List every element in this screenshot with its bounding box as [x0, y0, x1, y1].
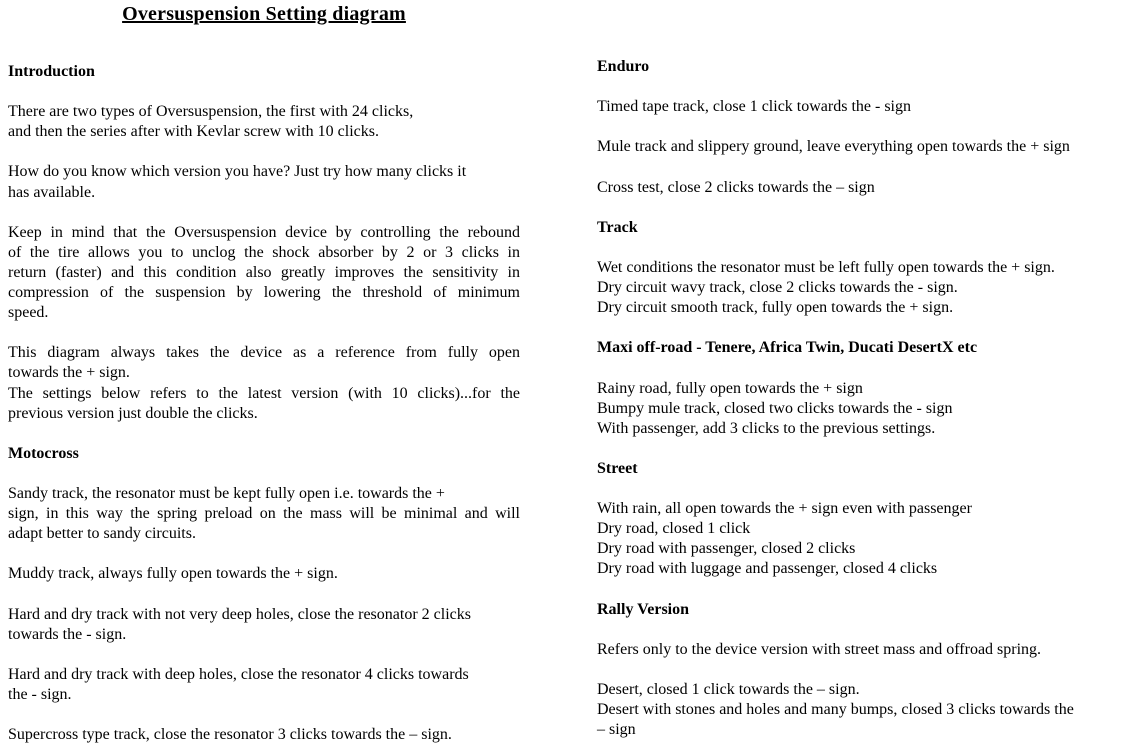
left-column [8, 62, 520, 743]
text-line: Hard and dry track with not very deep holes, close the resonator 2 clicks [8, 605, 471, 623]
paragraph [8, 564, 520, 584]
text-line: speed. [8, 304, 49, 322]
paragraph [597, 178, 1118, 198]
right-column [597, 57, 1118, 743]
text-line: This diagram always takes the device as a reference from fully open [8, 344, 520, 362]
text-line: towards the - sign. [8, 625, 127, 643]
paragraph [597, 258, 1118, 318]
section-heading: Motocross [8, 444, 79, 462]
text-line: Muddy track, always fully open towards the + sign. [8, 565, 338, 583]
paragraph [8, 102, 520, 142]
text-line: Cross test, close 2 clicks towards the – sign [597, 178, 875, 196]
section-heading: Introduction [8, 63, 95, 80]
text-line: Rainy road, fully open towards the + sign [597, 379, 863, 397]
text-line: Dry circuit smooth track, fully open towards the + sign. [597, 299, 954, 317]
text-line: towards the + sign. [8, 364, 130, 382]
text-line: adapt better to sandy circuits. [8, 525, 196, 543]
text-line: Dry road with luggage and passenger, closed 4 clicks [597, 560, 938, 578]
text-line: Desert, closed 1 click towards the – sign. [597, 680, 860, 698]
text-line: return (faster) and this condition also greatly improves the sensitivity in [8, 263, 520, 281]
text-line: compression of the suspension by lowering the threshold of minimum [8, 284, 520, 302]
text-line: Supercross type track, close the resonator 3 clicks towards the – sign. [8, 726, 452, 743]
text-line: of the tire allows you to unclog the shock absorber by 2 or 3 clicks in [8, 243, 520, 261]
document-title: Oversuspension Setting diagram [122, 3, 406, 25]
text-line: Keep in mind that the Oversuspension device by controlling the rebound [8, 223, 520, 241]
section-heading: Street [597, 459, 638, 477]
text-line: There are two types of Oversuspension, the first with 24 clicks, [8, 103, 414, 121]
text-line: and then the series after with Kevlar screw with 10 clicks. [8, 123, 379, 141]
text-line: With passenger, add 3 clicks to the previous settings. [597, 419, 936, 437]
text-line: Mule track and slippery ground, leave everything open towards the + sign [597, 138, 1070, 156]
text-line: The settings below refers to the latest version (with 10 clicks)...for the [8, 384, 520, 402]
text-line: Dry road, closed 1 click [597, 520, 751, 538]
paragraph [8, 605, 520, 645]
text-line: Dry circuit wavy track, close 2 clicks towards the - sign. [597, 279, 958, 297]
text-line: Bumpy mule track, closed two clicks towards the - sign [597, 399, 953, 417]
paragraph [8, 223, 520, 323]
paragraph [597, 379, 1118, 439]
paragraph [8, 162, 520, 202]
text-line: – sign [597, 721, 636, 739]
text-line: the - sign. [8, 685, 72, 703]
text-line: Dry road with passenger, closed 2 clicks [597, 540, 856, 558]
text-line: Sandy track, the resonator must be kept fully open i.e. towards the + [8, 484, 445, 502]
paragraph [597, 680, 1118, 740]
text-line: Timed tape track, close 1 click towards the - sign [597, 98, 911, 116]
text-line: Desert with stones and holes and many bumps, closed 3 clicks towards the [597, 701, 1074, 718]
section-heading: Track [597, 218, 638, 236]
paragraph [8, 484, 520, 544]
paragraph [8, 725, 520, 743]
section-heading: Rally Version [597, 600, 690, 618]
text-line: Hard and dry track with deep holes, close the resonator 4 clicks towards [8, 665, 469, 683]
text-line: With rain, all open towards the + sign even with passenger [597, 500, 972, 518]
text-line: previous version just double the clicks. [8, 404, 258, 422]
text-line: Wet conditions the resonator must be left fully open towards the + sign. [597, 258, 1055, 276]
paragraph [597, 97, 1118, 117]
text-line: sign, in this way the spring preload on the mass will be minimal and will [8, 505, 520, 523]
text-line: has available. [8, 183, 96, 201]
paragraph [597, 137, 1118, 157]
text-line: How do you know which version you have? Just try how many clicks it [8, 163, 467, 181]
section-heading: Maxi off-road - Tenere, Africa Twin, Ducati DesertX etc [597, 339, 978, 357]
paragraph [597, 499, 1118, 579]
section-heading: Enduro [597, 58, 650, 75]
paragraph [597, 640, 1118, 660]
text-line: Refers only to the device version with street mass and offroad spring. [597, 640, 1042, 658]
paragraph [8, 343, 520, 423]
paragraph [8, 665, 520, 705]
